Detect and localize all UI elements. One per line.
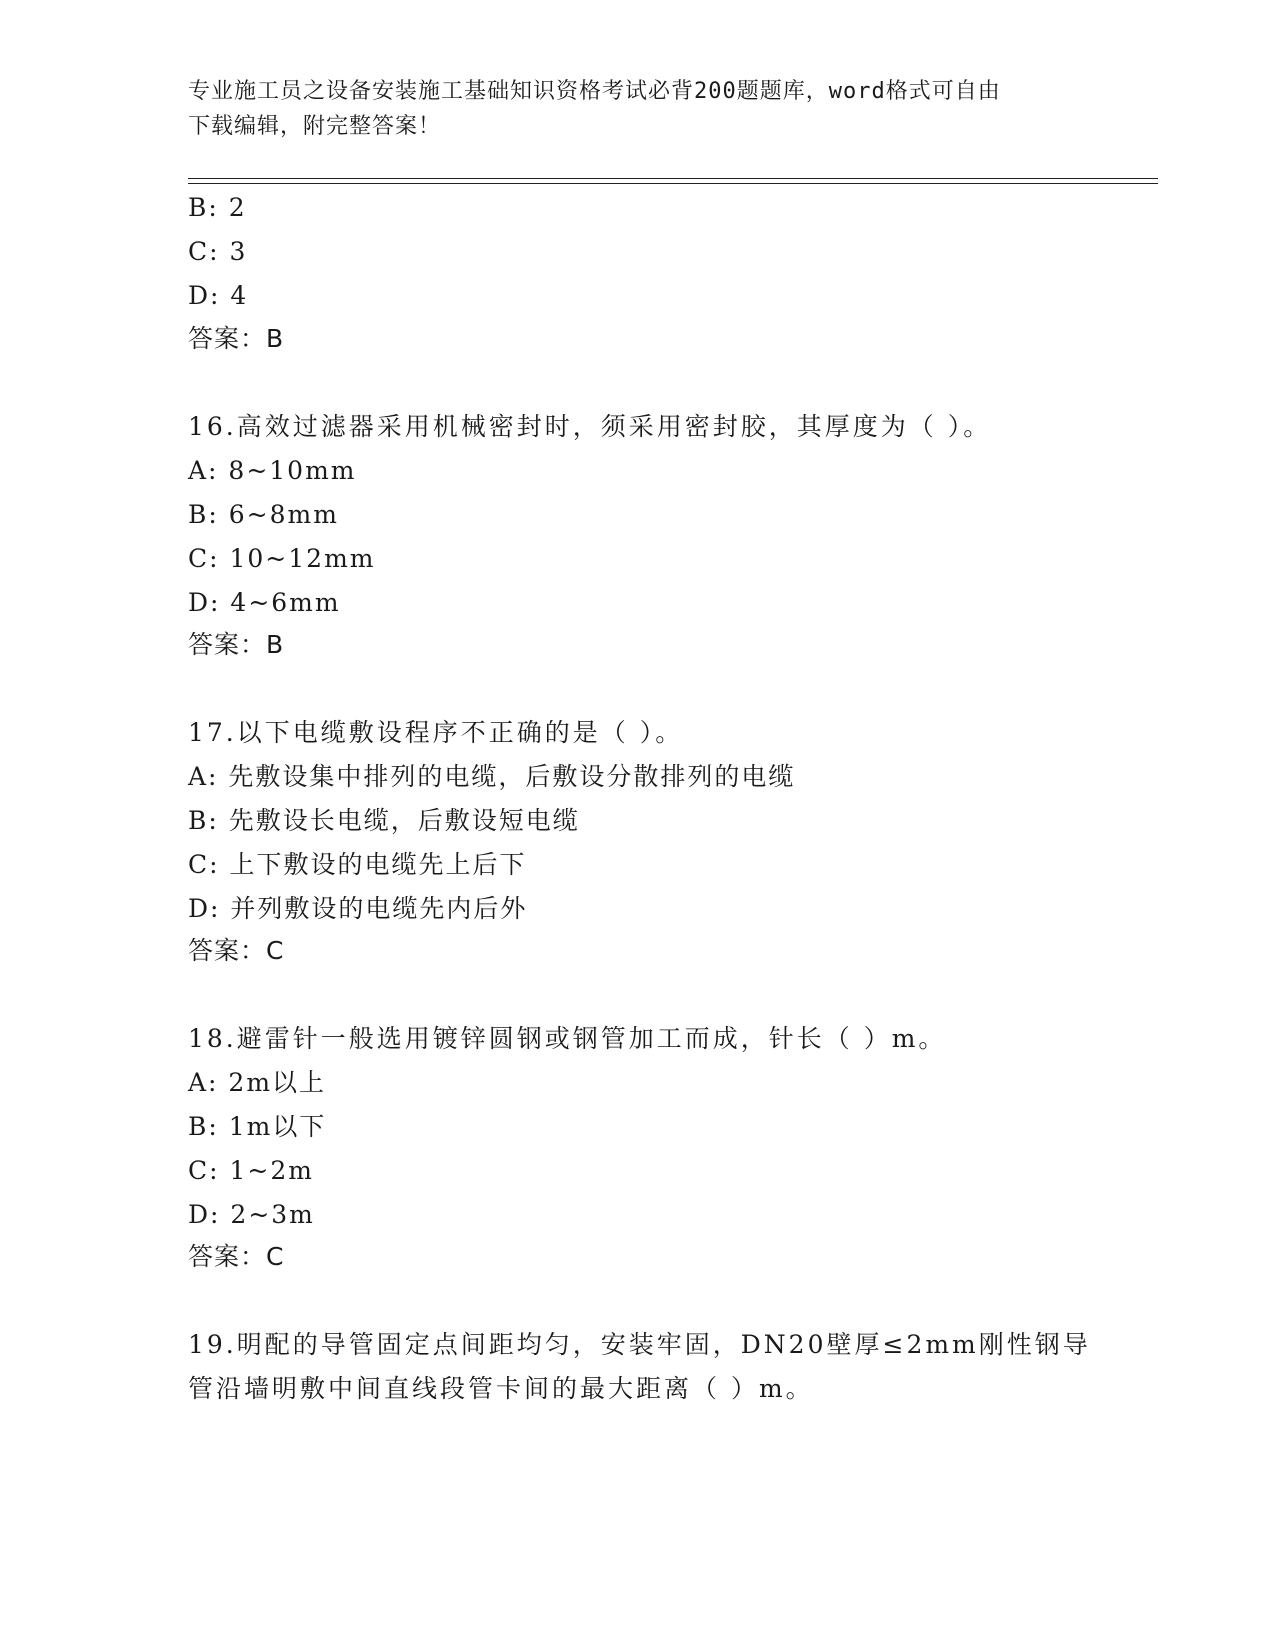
header-divider-bottom (188, 183, 1158, 184)
q19-question-line1: 19.明配的导管固定点间距均匀，安装牢固，DN20壁厚≤2mm刚性钢导 (188, 1330, 1091, 1359)
q16-option-a: A: 8~10mm (188, 456, 357, 485)
q16-answer: 答案：B (188, 630, 285, 659)
q16-question: 16.高效过滤器采用机械密封时，须采用密封胶，其厚度为（ ）。 (188, 412, 992, 441)
q18-option-a: A: 2m以上 (188, 1068, 327, 1097)
q19-question-line2: 管沿墙明敷中间直线段管卡间的最大距离（ ）m。 (188, 1374, 814, 1403)
q18-answer: 答案：C (188, 1242, 285, 1271)
q17-question: 17.以下电缆敷设程序不正确的是（ ）。 (188, 718, 684, 747)
q17-option-b: B: 先敷设长电缆，后敷设短电缆 (188, 806, 580, 835)
document-header (188, 74, 1088, 144)
q18-option-d: D: 2~3m (188, 1200, 315, 1229)
q17-option-a: A: 先敷设集中排列的电缆，后敷设分散排列的电缆 (188, 762, 796, 791)
q15-option-d: D: 4 (188, 281, 249, 310)
q15-option-b: B: 2 (188, 193, 247, 222)
q16-option-c: C: 10~12mm (188, 544, 376, 573)
q18-question: 18.避雷针一般选用镀锌圆钢或钢管加工而成，针长（ ）m。 (188, 1024, 947, 1053)
q18-option-b: B: 1m以下 (188, 1112, 327, 1141)
header-divider-top (188, 178, 1158, 179)
header-title-line1: 专业施工员之设备安装施工基础知识资格考试必背200题题库，word格式可自由 (188, 79, 1001, 104)
q16-option-d: D: 4~6mm (188, 588, 341, 617)
q17-option-d: D: 并列敷设的电缆先内后外 (188, 894, 528, 923)
q17-option-c: C: 上下敷设的电缆先上后下 (188, 850, 527, 879)
q17-answer: 答案：C (188, 936, 285, 965)
q16-option-b: B: 6~8mm (188, 500, 339, 529)
header-title-line2: 下载编辑，附完整答案！ (188, 114, 442, 139)
q18-option-c: C: 1~2m (188, 1156, 314, 1185)
q15-option-c: C: 3 (188, 237, 248, 266)
q15-answer: 答案：B (188, 324, 285, 353)
